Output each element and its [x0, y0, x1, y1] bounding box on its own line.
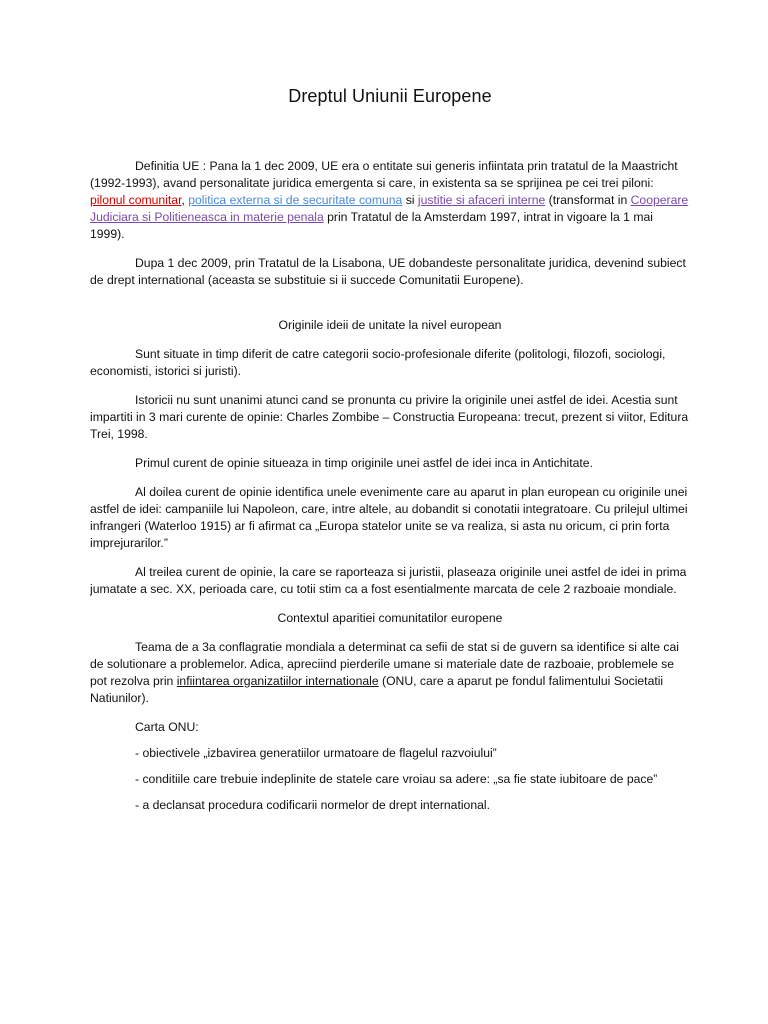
definition-text-part-3: si: [402, 192, 418, 207]
definition-paragraph: [90, 158, 690, 243]
section-origins-title: Originile ideii de unitate la nivel european: [278, 317, 502, 332]
context-list-item-4: - a declansat procedura codificarii normelor de drept international.: [135, 797, 490, 812]
definition-text-part-4: (transformat in: [545, 192, 631, 207]
pilonul-comunitar-link[interactable]: pilonul comunitar: [90, 192, 182, 207]
context-list-item-1: Carta ONU:: [135, 719, 199, 734]
lisbon-paragraph: Dupa 1 dec 2009, prin Tratatul de la Lisabona, UE dobandeste personalitate juridica, devenind subiect de drept international (aceasta se substituie si ii succede Comunitatii Europene).: [90, 255, 686, 287]
context-list-item-3: - conditiile care trebuie indeplinite de statele care vroiau sa adere: „sa fie state iubitoare de pace”: [135, 771, 658, 786]
section-context-title: Contextul aparitiei comunitatilor europene: [277, 610, 503, 625]
definition-text-part-5: prin Tratatul de la Amsterdam 1997, intrat in vigoare la 1 mai 1999).: [90, 209, 653, 241]
definition-text-part-2: ,: [181, 192, 189, 207]
document-title: Dreptul Uniunii Europene: [288, 86, 492, 106]
justitie-afaceri-interne-link[interactable]: justitie si afaceri interne: [417, 192, 546, 207]
definition-text-part-1: Definitia UE : Pana la 1 dec 2009, UE era o entitate sui generis infiintata prin tratatul de la Maastricht (1992-1993), avand personalitate juridica emergenta si care, in existenta sa se sprijinea pe cei trei piloni:: [90, 158, 678, 190]
document-body: [90, 86, 690, 823]
cooperare-judiciara-link[interactable]: Cooperare Judiciara si Politieneasca in materie penala: [90, 192, 689, 224]
origins-paragraph-2: Istoricii nu sunt unanimi atunci cand se pronunta cu privire la originile unei astfel de idei. Acestia sunt impartiti in 3 mari curente de opinie: Charles Zombibe – Constructia Europeana: trecut, prezent si viitor, Editura Trei, 1998.: [90, 392, 689, 441]
context-list-item-2: - obiectivele „izbavirea generatiilor urmatoare de flagelul razvoiului”: [135, 745, 497, 760]
politica-externa-link[interactable]: politica externa si de securitate comuna: [188, 192, 403, 207]
context-intro-text-1: Teama de a 3a conflagratie mondiala a determinat ca sefii de stat si de guvern sa identifice si alte cai de solutionare a problemelor. Adica, apreciind pierderile umane si materiale date de razboaie, problemele se pot rezolva prin: [90, 639, 680, 688]
origins-paragraph-4: Al doilea curent de opinie identifica unele evenimente care au aparut in plan european cu originile unei astfel de idei: campaniile lui Napoleon, care, intre altele, au dobandit si conotatii integratoare. Cu prilejul ultimei infrangeri (Waterloo 1915) ar fi afirmat ca „Europa statelor unite se va realiza, si asta nu oricum, ci prin forta imprejurarilor.”: [90, 484, 688, 550]
context-underlined-text: infiintarea organizatiilor internationale: [176, 673, 379, 688]
origins-paragraph-5: Al treilea curent de opinie, la care se raporteaza si juristii, plaseaza originile unei astfel de idei in prima jumatate a sec. XX, perioada care, cu totii stim ca a fost esentialmente marcata de cele 2 razboaie mondiale.: [90, 564, 687, 596]
origins-paragraph-1: Sunt situate in timp diferit de catre categorii socio-profesionale diferite (politologi, filozofi, sociologi, economisti, istorici si juristi).: [90, 346, 666, 378]
context-intro-paragraph: [90, 639, 690, 707]
context-intro-text-2: (ONU, care a aparut pe fondul falimentului Societatii Natiunilor).: [90, 673, 664, 705]
origins-paragraph-3: Primul curent de opinie situeaza in timp originile unei astfel de idei inca in Antichitate.: [135, 455, 593, 470]
